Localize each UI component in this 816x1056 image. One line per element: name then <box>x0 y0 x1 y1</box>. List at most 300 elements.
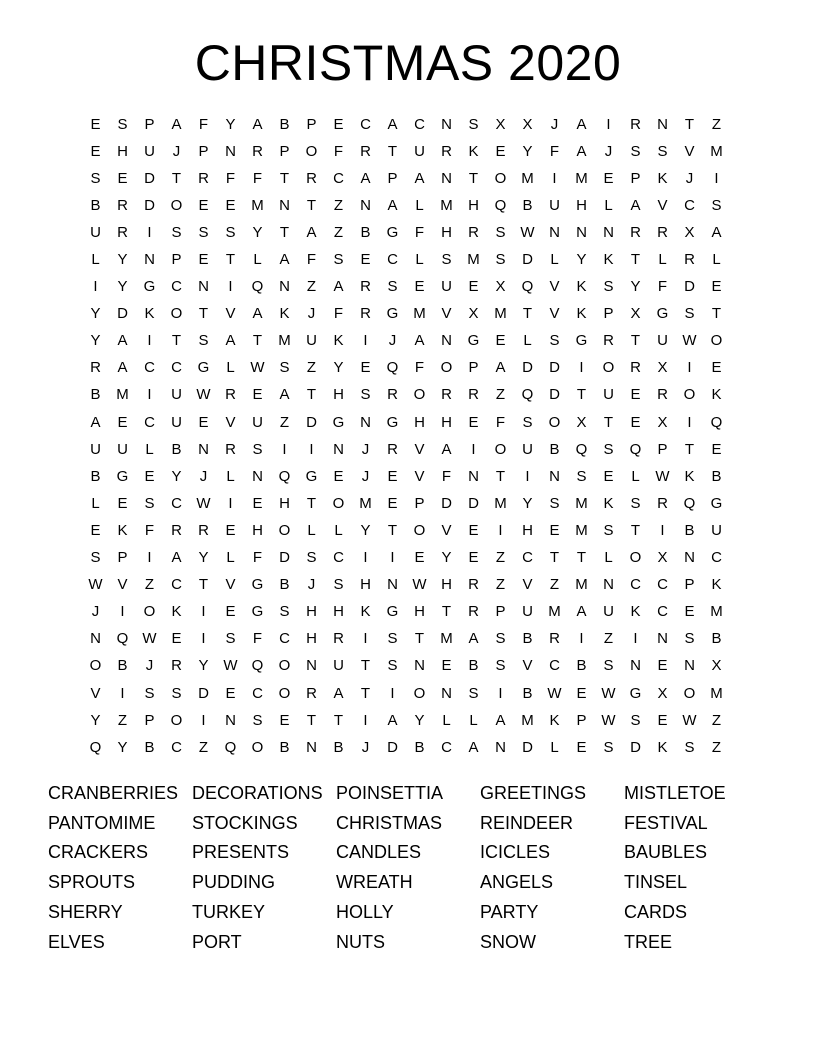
grid-letter: X <box>657 549 668 567</box>
word-list-item: PANTOMIME <box>48 812 156 833</box>
grid-letter: K <box>711 576 722 594</box>
grid-letter: P <box>495 603 506 621</box>
grid-letter: E <box>198 251 209 269</box>
grid-letter: S <box>144 684 155 702</box>
grid-letter: A <box>441 440 452 458</box>
grid-letter: E <box>684 603 695 621</box>
grid-letter: R <box>198 521 209 539</box>
grid-letter: W <box>88 576 103 594</box>
grid-letter: V <box>441 521 452 539</box>
grid-letter: N <box>441 169 452 187</box>
grid-letter: L <box>307 521 316 539</box>
grid-letter: U <box>171 386 182 404</box>
grid-letter: J <box>685 169 694 187</box>
word-list-item: GREETINGS <box>480 782 587 803</box>
grid-letter: H <box>441 223 452 241</box>
grid-letter: Y <box>441 549 452 567</box>
grid-letter: Z <box>333 223 344 241</box>
grid-letter: S <box>225 630 236 648</box>
grid-letter: R <box>171 521 182 539</box>
grid-letter: L <box>442 711 451 729</box>
grid-row <box>82 138 732 165</box>
grid-letter: R <box>198 169 209 187</box>
grid-letter: W <box>223 657 238 675</box>
grid-letter: W <box>196 494 211 512</box>
grid-letter: N <box>657 115 668 133</box>
grid-letter: R <box>225 440 236 458</box>
grid-letter: E <box>252 494 263 512</box>
grid-letter: T <box>279 223 290 241</box>
grid-letter: E <box>630 386 641 404</box>
grid-letter: I <box>201 603 206 621</box>
grid-letter: U <box>90 223 101 241</box>
grid-letter: A <box>117 359 128 377</box>
grid-letter: T <box>360 657 371 675</box>
grid-letter: S <box>387 630 398 648</box>
grid-letter: E <box>360 251 371 269</box>
grid-letter: Q <box>251 278 264 296</box>
grid-letter: G <box>386 603 399 621</box>
grid-letter: K <box>630 603 641 621</box>
grid-letter: W <box>601 711 616 729</box>
grid-letter: S <box>360 386 371 404</box>
word-list-row <box>48 867 788 897</box>
grid-letter: C <box>684 196 695 214</box>
word-list-item: CRACKERS <box>48 842 149 863</box>
grid-letter: I <box>714 169 719 187</box>
grid-letter: T <box>549 549 560 567</box>
grid-letter: H <box>279 494 290 512</box>
grid-letter: Z <box>711 738 722 756</box>
grid-letter: C <box>144 359 155 377</box>
word-list-item: CANDLES <box>336 842 422 863</box>
grid-letter: L <box>550 251 559 269</box>
grid-letter: F <box>225 169 236 187</box>
grid-letter: C <box>279 630 290 648</box>
grid-letter: N <box>387 576 398 594</box>
grid-letter: F <box>144 521 155 539</box>
grid-letter: Y <box>360 521 371 539</box>
grid-letter: M <box>575 576 588 594</box>
word-list-item: ICICLES <box>480 842 551 863</box>
grid-letter: E <box>657 657 668 675</box>
grid-letter: S <box>603 440 614 458</box>
grid-letter: R <box>387 440 398 458</box>
grid-letter: A <box>387 711 398 729</box>
grid-row <box>82 219 732 246</box>
grid-letter: H <box>414 413 425 431</box>
grid-letter: N <box>441 115 452 133</box>
grid-row <box>82 680 732 707</box>
grid-letter: A <box>387 115 398 133</box>
grid-letter: U <box>657 332 668 350</box>
grid-letter: C <box>657 576 668 594</box>
grid-letter: L <box>226 359 235 377</box>
grid-letter: M <box>440 196 453 214</box>
word-list-item: ANGELS <box>480 872 554 893</box>
grid-letter: E <box>468 521 479 539</box>
grid-letter: T <box>360 684 371 702</box>
grid-letter: I <box>309 440 314 458</box>
grid-letter: J <box>604 142 613 160</box>
grid-letter: C <box>522 549 533 567</box>
grid-letter: T <box>387 142 398 160</box>
grid-letter: J <box>172 142 181 160</box>
grid-letter: X <box>522 115 533 133</box>
grid-letter: G <box>197 359 210 377</box>
grid-letter: B <box>171 440 182 458</box>
grid-letter: N <box>90 630 101 648</box>
grid-letter: S <box>279 603 290 621</box>
grid-letter: R <box>117 196 128 214</box>
grid-letter: N <box>495 738 506 756</box>
grid-letter: S <box>711 196 722 214</box>
word-list-item: CARDS <box>624 902 688 923</box>
grid-letter: O <box>440 359 453 377</box>
grid-letter: T <box>279 169 290 187</box>
grid-letter: U <box>522 603 533 621</box>
grid-letter: I <box>120 603 125 621</box>
grid-letter: T <box>171 332 182 350</box>
grid-letter: O <box>683 386 696 404</box>
grid-letter: I <box>525 467 530 485</box>
grid-letter: B <box>576 657 587 675</box>
grid-letter: A <box>576 142 587 160</box>
grid-letter: A <box>279 386 290 404</box>
grid-letter: E <box>549 521 560 539</box>
grid-letter: D <box>117 305 128 323</box>
grid-letter: I <box>633 630 638 648</box>
grid-letter: E <box>414 549 425 567</box>
grid-letter: A <box>90 413 101 431</box>
grid-letter: D <box>684 278 695 296</box>
grid-letter: B <box>684 521 695 539</box>
grid-letter: F <box>333 142 344 160</box>
grid-letter: O <box>683 684 696 702</box>
grid-letter: S <box>549 494 560 512</box>
grid-letter: A <box>225 332 236 350</box>
grid-letter: U <box>90 440 101 458</box>
grid-letter: S <box>171 223 182 241</box>
grid-letter: T <box>198 305 209 323</box>
grid-letter: Z <box>306 278 317 296</box>
grid-letter: Z <box>495 549 506 567</box>
grid-letter: L <box>631 467 640 485</box>
grid-letter: I <box>498 521 503 539</box>
grid-letter: A <box>117 332 128 350</box>
grid-letter: Q <box>629 440 642 458</box>
grid-letter: B <box>360 223 371 241</box>
grid-letter: N <box>360 413 371 431</box>
grid-letter: O <box>332 494 345 512</box>
grid-letter: C <box>171 738 182 756</box>
grid-letter: E <box>225 196 236 214</box>
grid-letter: S <box>387 278 398 296</box>
grid-letter: S <box>495 657 506 675</box>
word-list-item: WREATH <box>336 872 413 893</box>
grid-letter: Y <box>333 359 344 377</box>
grid-letter: D <box>387 738 398 756</box>
grid-letter: V <box>657 196 668 214</box>
grid-letter: J <box>361 467 370 485</box>
grid-letter: F <box>495 413 506 431</box>
grid-row <box>82 355 732 382</box>
grid-letter: I <box>147 223 152 241</box>
word-list-item: PRESENTS <box>192 842 290 863</box>
grid-letter: C <box>171 576 182 594</box>
grid-letter: Z <box>117 711 128 729</box>
word-list-item: HOLLY <box>336 902 394 923</box>
grid-letter: P <box>414 494 425 512</box>
grid-letter: S <box>630 711 641 729</box>
grid-letter: R <box>657 494 668 512</box>
grid-letter: M <box>116 386 129 404</box>
grid-letter: S <box>684 630 695 648</box>
grid-letter: M <box>494 494 507 512</box>
grid-row <box>82 382 732 409</box>
grid-letter: B <box>522 684 533 702</box>
grid-letter: O <box>413 684 426 702</box>
grid-letter: Y <box>414 711 425 729</box>
grid-letter: K <box>171 603 182 621</box>
grid-letter: A <box>576 115 587 133</box>
grid-letter: O <box>170 196 183 214</box>
grid-letter: E <box>495 332 506 350</box>
grid-letter: A <box>495 711 506 729</box>
grid-letter: J <box>307 305 316 323</box>
grid-letter: C <box>387 251 398 269</box>
grid-letter: C <box>360 115 371 133</box>
grid-letter: U <box>603 386 614 404</box>
grid-row <box>82 436 732 463</box>
grid-letter: X <box>657 684 668 702</box>
word-list-item: SNOW <box>480 931 536 952</box>
grid-letter: O <box>143 603 156 621</box>
grid-letter: G <box>251 603 264 621</box>
grid-letter: Q <box>116 630 129 648</box>
grid-letter: K <box>657 169 668 187</box>
grid-row <box>82 599 732 626</box>
word-list-item: ELVES <box>48 931 105 952</box>
grid-letter: R <box>360 142 371 160</box>
grid-letter: F <box>333 305 344 323</box>
grid-letter: B <box>522 196 533 214</box>
grid-letter: A <box>468 738 479 756</box>
grid-letter: R <box>225 386 236 404</box>
grid-letter: A <box>171 549 182 567</box>
grid-letter: S <box>198 223 209 241</box>
grid-letter: F <box>252 549 263 567</box>
grid-letter: N <box>252 467 263 485</box>
grid-letter: L <box>469 711 478 729</box>
grid-letter: L <box>253 251 262 269</box>
grid-letter: C <box>630 576 641 594</box>
grid-letter: R <box>630 223 641 241</box>
grid-letter: S <box>225 223 236 241</box>
grid-letter: P <box>144 711 155 729</box>
grid-letter: K <box>360 603 371 621</box>
grid-letter: M <box>575 521 588 539</box>
grid-letter: A <box>414 332 425 350</box>
word-list-item: PUDDING <box>192 872 276 893</box>
grid-letter: L <box>604 549 613 567</box>
grid-letter: F <box>414 223 425 241</box>
grid-letter: T <box>684 115 695 133</box>
grid-letter: S <box>603 521 614 539</box>
grid-letter: V <box>414 467 425 485</box>
grid-letter: K <box>117 521 128 539</box>
grid-row <box>82 517 732 544</box>
grid-row <box>82 707 732 734</box>
grid-letter: G <box>251 576 264 594</box>
grid-letter: E <box>90 142 101 160</box>
grid-letter: T <box>306 711 317 729</box>
grid-letter: M <box>710 142 723 160</box>
grid-letter: O <box>278 684 291 702</box>
grid-letter: A <box>495 359 506 377</box>
grid-letter: S <box>171 684 182 702</box>
grid-letter: K <box>333 332 344 350</box>
grid-letter: R <box>306 169 317 187</box>
grid-letter: W <box>547 684 562 702</box>
grid-letter: A <box>279 251 290 269</box>
grid-letter: K <box>279 305 290 323</box>
grid-letter: S <box>603 738 614 756</box>
grid-letter: G <box>386 413 399 431</box>
grid-letter: T <box>225 251 236 269</box>
word-list-item: MISTLETOE <box>624 782 726 803</box>
grid-letter: X <box>495 278 506 296</box>
grid-letter: E <box>441 657 452 675</box>
word-list-item: BAUBLES <box>624 842 708 863</box>
grid-letter: R <box>549 630 560 648</box>
grid-letter: E <box>711 278 722 296</box>
grid-letter: U <box>171 413 182 431</box>
grid-letter: R <box>171 657 182 675</box>
grid-letter: X <box>684 223 695 241</box>
grid-letter: L <box>523 332 532 350</box>
word-list-row <box>48 808 788 838</box>
grid-letter: W <box>682 711 697 729</box>
grid-letter: Q <box>683 494 696 512</box>
grid-letter: Q <box>224 738 237 756</box>
grid-letter: U <box>306 332 317 350</box>
grid-letter: P <box>684 576 695 594</box>
grid-letter: N <box>333 440 344 458</box>
grid-letter: X <box>630 305 641 323</box>
grid-letter: O <box>494 169 507 187</box>
grid-letter: A <box>333 278 344 296</box>
grid-letter: E <box>90 115 101 133</box>
grid-letter: S <box>522 413 533 431</box>
grid-letter: Q <box>710 413 723 431</box>
grid-letter: B <box>90 467 101 485</box>
grid-letter: T <box>333 711 344 729</box>
grid-letter: S <box>333 251 344 269</box>
grid-letter: G <box>386 305 399 323</box>
word-list-row <box>48 927 788 957</box>
grid-letter: S <box>603 278 614 296</box>
grid-letter: Q <box>521 386 534 404</box>
grid-letter: M <box>521 711 534 729</box>
grid-letter: R <box>630 115 641 133</box>
grid-letter: Y <box>90 305 101 323</box>
grid-letter: E <box>387 467 398 485</box>
grid-letter: Z <box>495 576 506 594</box>
grid-letter: G <box>629 684 642 702</box>
grid-letter: J <box>361 440 370 458</box>
grid-letter: C <box>657 603 668 621</box>
grid-letter: F <box>549 142 560 160</box>
grid-letter: K <box>468 142 479 160</box>
grid-letter: J <box>550 115 559 133</box>
word-list-item: PORT <box>192 931 242 952</box>
grid-letter: N <box>198 278 209 296</box>
word-list-item: TINSEL <box>624 872 688 893</box>
grid-letter: L <box>415 196 424 214</box>
word-list-item: PARTY <box>480 902 539 923</box>
grid-letter: P <box>198 142 209 160</box>
grid-letter: E <box>225 603 236 621</box>
grid-letter: Y <box>198 657 209 675</box>
grid-letter: P <box>171 251 182 269</box>
grid-letter: F <box>252 169 263 187</box>
grid-letter: R <box>603 332 614 350</box>
grid-letter: N <box>468 467 479 485</box>
grid-letter: E <box>576 684 587 702</box>
grid-letter: S <box>468 684 479 702</box>
grid-letter: L <box>550 738 559 756</box>
grid-letter: U <box>333 657 344 675</box>
grid-letter: S <box>495 630 506 648</box>
grid-letter: E <box>630 413 641 431</box>
grid-letter: V <box>441 305 452 323</box>
grid-letter: D <box>144 169 155 187</box>
grid-letter: S <box>252 711 263 729</box>
grid-letter: A <box>630 196 641 214</box>
grid-letter: B <box>90 386 101 404</box>
grid-letter: L <box>226 549 235 567</box>
grid-letter: R <box>360 278 371 296</box>
grid-letter: T <box>306 494 317 512</box>
grid-letter: U <box>252 413 263 431</box>
word-list-row <box>48 838 788 868</box>
grid-letter: V <box>414 440 425 458</box>
grid-letter: Y <box>630 278 641 296</box>
grid-letter: E <box>117 494 128 512</box>
grid-letter: E <box>198 413 209 431</box>
grid-letter: U <box>522 440 533 458</box>
grid-letter: S <box>495 223 506 241</box>
grid-letter: Q <box>251 657 264 675</box>
grid-letter: E <box>495 142 506 160</box>
grid-row <box>82 409 732 436</box>
grid-letter: P <box>117 549 128 567</box>
grid-letter: O <box>89 657 102 675</box>
grid-letter: I <box>390 684 395 702</box>
grid-letter: Q <box>575 440 588 458</box>
grid-letter: D <box>441 494 452 512</box>
grid-letter: I <box>606 115 611 133</box>
grid-letter: Z <box>144 576 155 594</box>
grid-letter: C <box>441 738 452 756</box>
grid-letter: N <box>279 196 290 214</box>
grid-letter: J <box>307 576 316 594</box>
grid-letter: M <box>413 305 426 323</box>
grid-letter: E <box>360 359 371 377</box>
grid-letter: G <box>467 332 480 350</box>
grid-letter: B <box>711 630 722 648</box>
